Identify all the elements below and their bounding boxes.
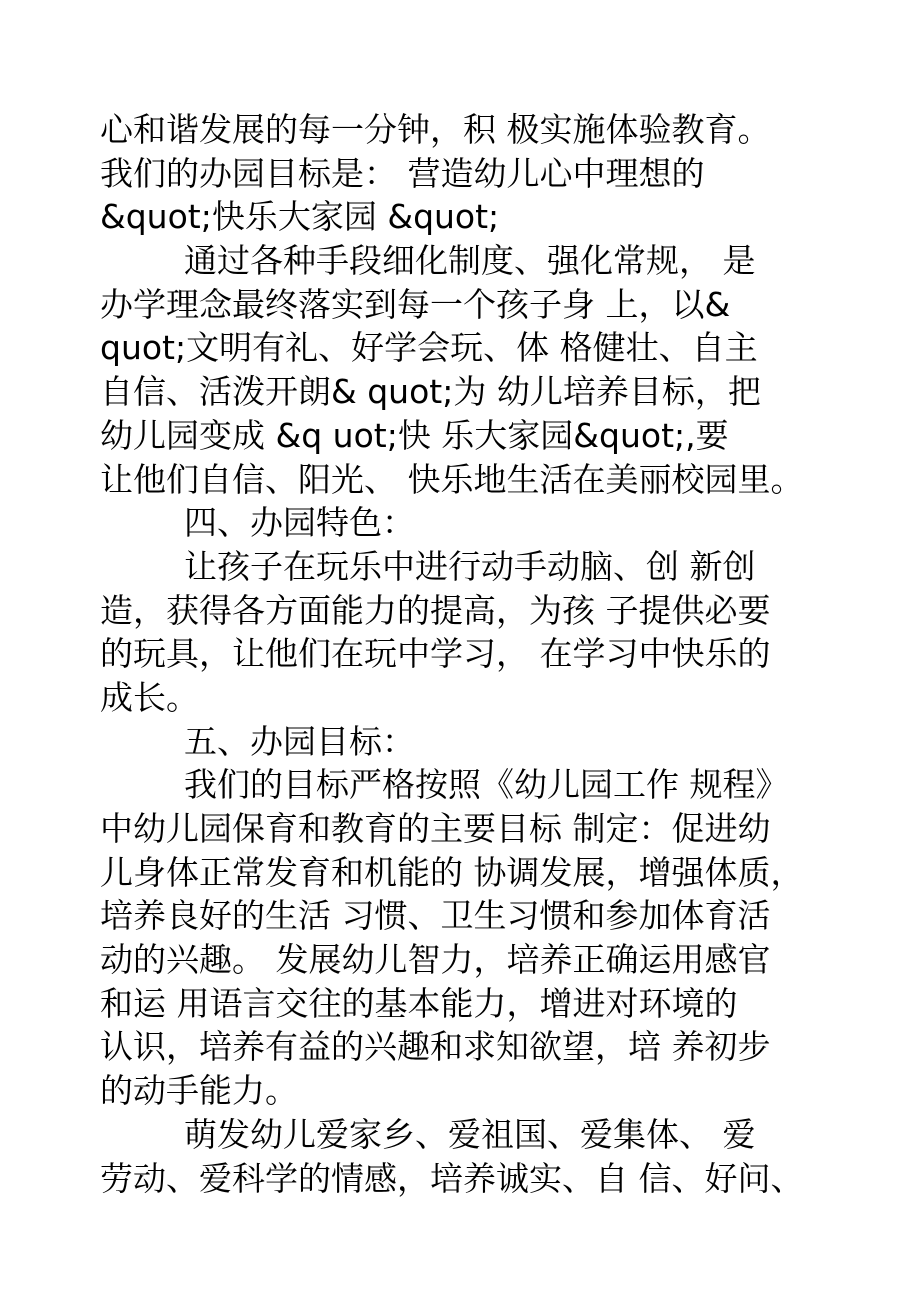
- text-line: &quot;快乐大家园 &quot;: [100, 197, 500, 237]
- text-line: 认识，培养有益的兴趣和求知欲望，培 养初步: [100, 1027, 771, 1067]
- paragraph-start-line: 我们的目标严格按照《幼儿园工作 规程》: [184, 765, 789, 805]
- text-line: 我们的办园目标是： 营造幼儿心中理想的: [100, 153, 705, 193]
- text-line: 儿身体正常发育和机能的 协调发展，增强体质，: [100, 852, 804, 892]
- text-line: 心和谐发展的每一分钟，积 极实施体验教育。: [100, 110, 771, 149]
- text-line: 中幼儿园保育和教育的主要目标 制定：促进幼: [100, 809, 771, 848]
- paragraph-start-line: 通过各种手段细化制度、强化常规， 是: [184, 241, 756, 281]
- paragraph-start-line: 萌发幼儿爱家乡、爱祖国、爱集体、 爱: [184, 1114, 756, 1154]
- document-body: [100, 108, 840, 1200]
- paragraph-start-line: 让孩子在玩乐中进行动手动脑、创 新创: [184, 546, 756, 586]
- text-line: 造，获得各方面能力的提高，为孩 子提供必要: [100, 590, 771, 630]
- text-line: 动的兴趣。 发展幼儿智力，培养正确运用感官: [100, 940, 771, 980]
- text-line: 成长。: [100, 677, 199, 717]
- text-line: 劳动、爱科学的情感，培养诚实、自 信、好问、: [100, 1158, 804, 1198]
- text-line: 幼儿园变成 &q uot;快 乐大家园&quot;,要: [100, 415, 729, 455]
- text-line: 让他们自信、阳光、 快乐地生活在美丽校园里。: [100, 459, 804, 499]
- text-line: 的动手能力。: [100, 1071, 298, 1111]
- text-line: 的玩具，让他们在玩中学习， 在学习中快乐的: [100, 634, 771, 674]
- section-heading: 四、办园特色：: [184, 503, 415, 543]
- text-line: 培养良好的生活 习惯、卫生习惯和参加体育活: [100, 896, 771, 936]
- text-line: 自信、活泼开朗& quot;为 幼儿培养目标，把: [100, 372, 761, 412]
- text-line: 和运 用语言交往的基本能力，增进对环境的: [100, 983, 738, 1023]
- text-line: 办学理念最终落实到每一个孩子身 上，以&: [100, 284, 731, 324]
- text-line: quot;文明有礼、好学会玩、体 格健壮、自主: [100, 328, 758, 368]
- section-heading: 五、办园目标：: [184, 721, 415, 761]
